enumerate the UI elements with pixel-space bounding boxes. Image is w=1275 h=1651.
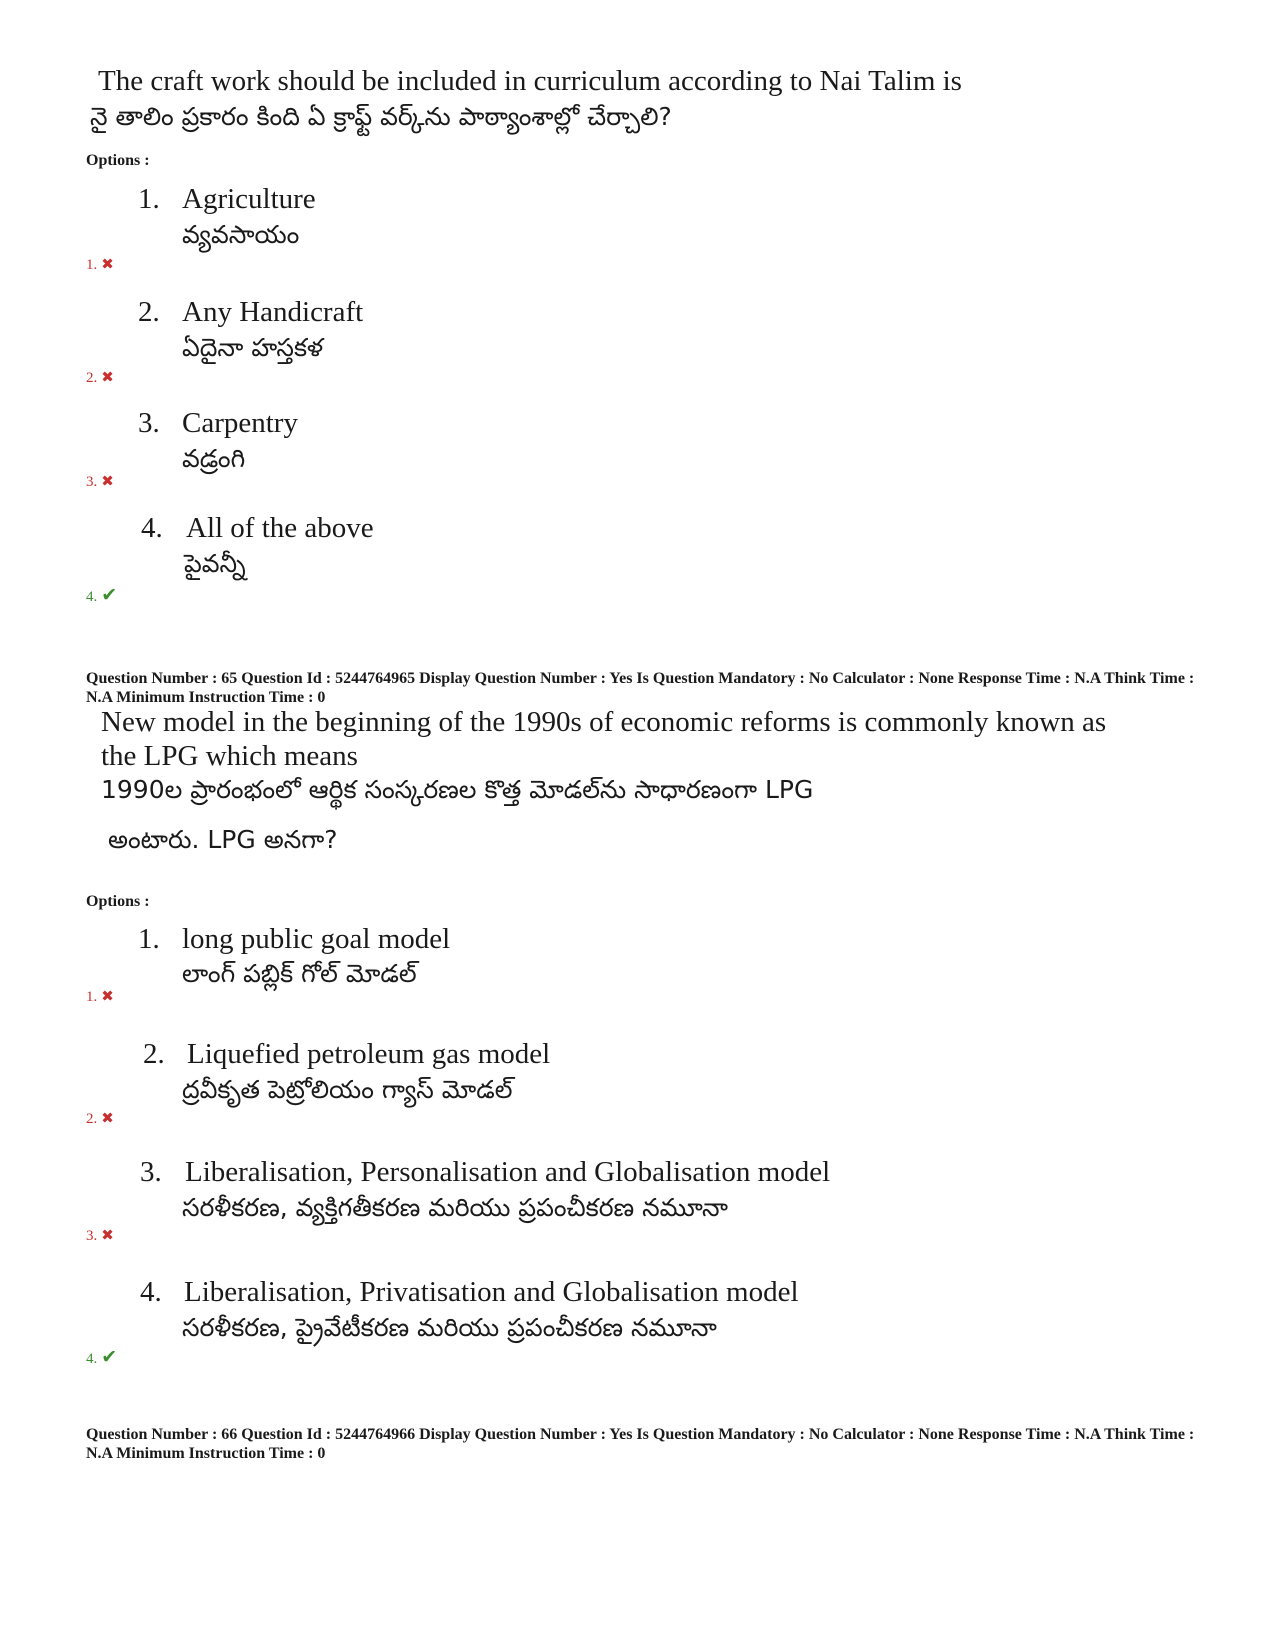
option-text-en: Liberalisation, Personalisation and Globalisation model xyxy=(185,1156,831,1188)
option-text-te: పైవన్నీ xyxy=(184,549,246,578)
marker-number: 4. xyxy=(86,589,98,605)
cross-icon: ✖ xyxy=(101,370,114,386)
question-text-en: New model in the beginning of the 1990s of economic reforms is commonly known as xyxy=(101,706,1107,738)
question-text-te: 1990ల ప్రారంభంలో ఆర్థిక సంస్కరణల కొత్త మోడల్‌ను సాధారణంగా LPG xyxy=(101,775,814,804)
question-meta: Question Number : 66 Question Id : 5244764966 Display Question Number : Yes Is Question Mandatory : No Calculator : None Response Time : N.A Think Time : N.A Minimum Instruction Time : 0 xyxy=(86,1426,1195,1462)
option-text-en: Liquefied petroleum gas model xyxy=(187,1038,551,1070)
option-text-te: సరళీకరణ, వ్యక్తిగతీకరణ మరియు ప్రపంచీకరణ నమూనా xyxy=(182,1193,729,1222)
question-text-en: The craft work should be included in curriculum according to Nai Talim is xyxy=(98,65,962,97)
option-number: 4. xyxy=(140,1276,162,1308)
cross-icon: ✖ xyxy=(101,989,114,1005)
option-text-en: All of the above xyxy=(186,512,374,544)
options-label: Options : xyxy=(86,893,150,910)
marker-number: 2. xyxy=(86,1111,98,1127)
option-text-te: ఏదైనా హస్తకళ xyxy=(182,333,324,362)
question-text-te: అంటారు. LPG అనగా? xyxy=(108,825,338,854)
option-text-en: Agriculture xyxy=(182,183,316,215)
option-number: 2. xyxy=(143,1038,165,1070)
option-number: 4. xyxy=(141,512,163,544)
option-marker-wrong xyxy=(86,987,114,1006)
marker-number: 3. xyxy=(86,474,98,490)
checkmark-icon: ✔ xyxy=(101,585,118,606)
option-marker-wrong xyxy=(86,1226,114,1245)
option-text-te: ద్రవీకృత పెట్రోలియం గ్యాస్ మోడల్ xyxy=(182,1075,513,1104)
option-text-en: Any Handicraft xyxy=(182,296,364,328)
cross-icon: ✖ xyxy=(101,474,114,490)
marker-number: 2. xyxy=(86,370,98,386)
option-marker-wrong xyxy=(86,1109,114,1128)
marker-number: 3. xyxy=(86,1228,98,1244)
option-number: 3. xyxy=(138,407,160,439)
marker-number: 1. xyxy=(86,989,98,1005)
option-marker-correct xyxy=(86,584,117,607)
option-marker-wrong xyxy=(86,368,114,387)
marker-number: 1. xyxy=(86,257,98,273)
option-number: 2. xyxy=(138,296,160,328)
question-text-te: నై తాలిం ప్రకారం కింది ఏ క్రాఫ్ట్ వర్క్‌ను పాఠ్యాంశాల్లో చేర్చాలి? xyxy=(90,102,672,131)
marker-number: 4. xyxy=(86,1351,98,1367)
option-marker-wrong xyxy=(86,472,114,491)
option-number: 1. xyxy=(138,183,160,215)
option-text-te: వడ్రంగి xyxy=(182,444,246,473)
option-marker-wrong xyxy=(86,255,114,274)
question-text-en: the LPG which means xyxy=(101,740,358,772)
option-text-te: వ్యవసాయం xyxy=(182,220,300,249)
option-text-en: long public goal model xyxy=(182,923,451,955)
option-number: 1. xyxy=(138,923,160,955)
cross-icon: ✖ xyxy=(101,1228,114,1244)
cross-icon: ✖ xyxy=(101,257,114,273)
cross-icon: ✖ xyxy=(101,1111,114,1127)
checkmark-icon: ✔ xyxy=(101,1347,118,1368)
option-marker-correct xyxy=(86,1346,117,1369)
option-text-en: Carpentry xyxy=(182,407,298,439)
question-meta: Question Number : 65 Question Id : 5244764965 Display Question Number : Yes Is Question Mandatory : No Calculator : None Response Time : N.A Think Time : N.A Minimum Instruction Time : 0 xyxy=(86,670,1195,706)
option-text-en: Liberalisation, Privatisation and Globalisation model xyxy=(184,1276,799,1308)
option-text-te: లాంగ్ పబ్లిక్ గోల్ మోడల్ xyxy=(182,959,417,988)
options-label: Options : xyxy=(86,152,150,169)
option-text-te: సరళీకరణ, ప్రైవేటీకరణ మరియు ప్రపంచీకరణ నమూనా xyxy=(182,1313,717,1342)
option-number: 3. xyxy=(140,1156,162,1188)
